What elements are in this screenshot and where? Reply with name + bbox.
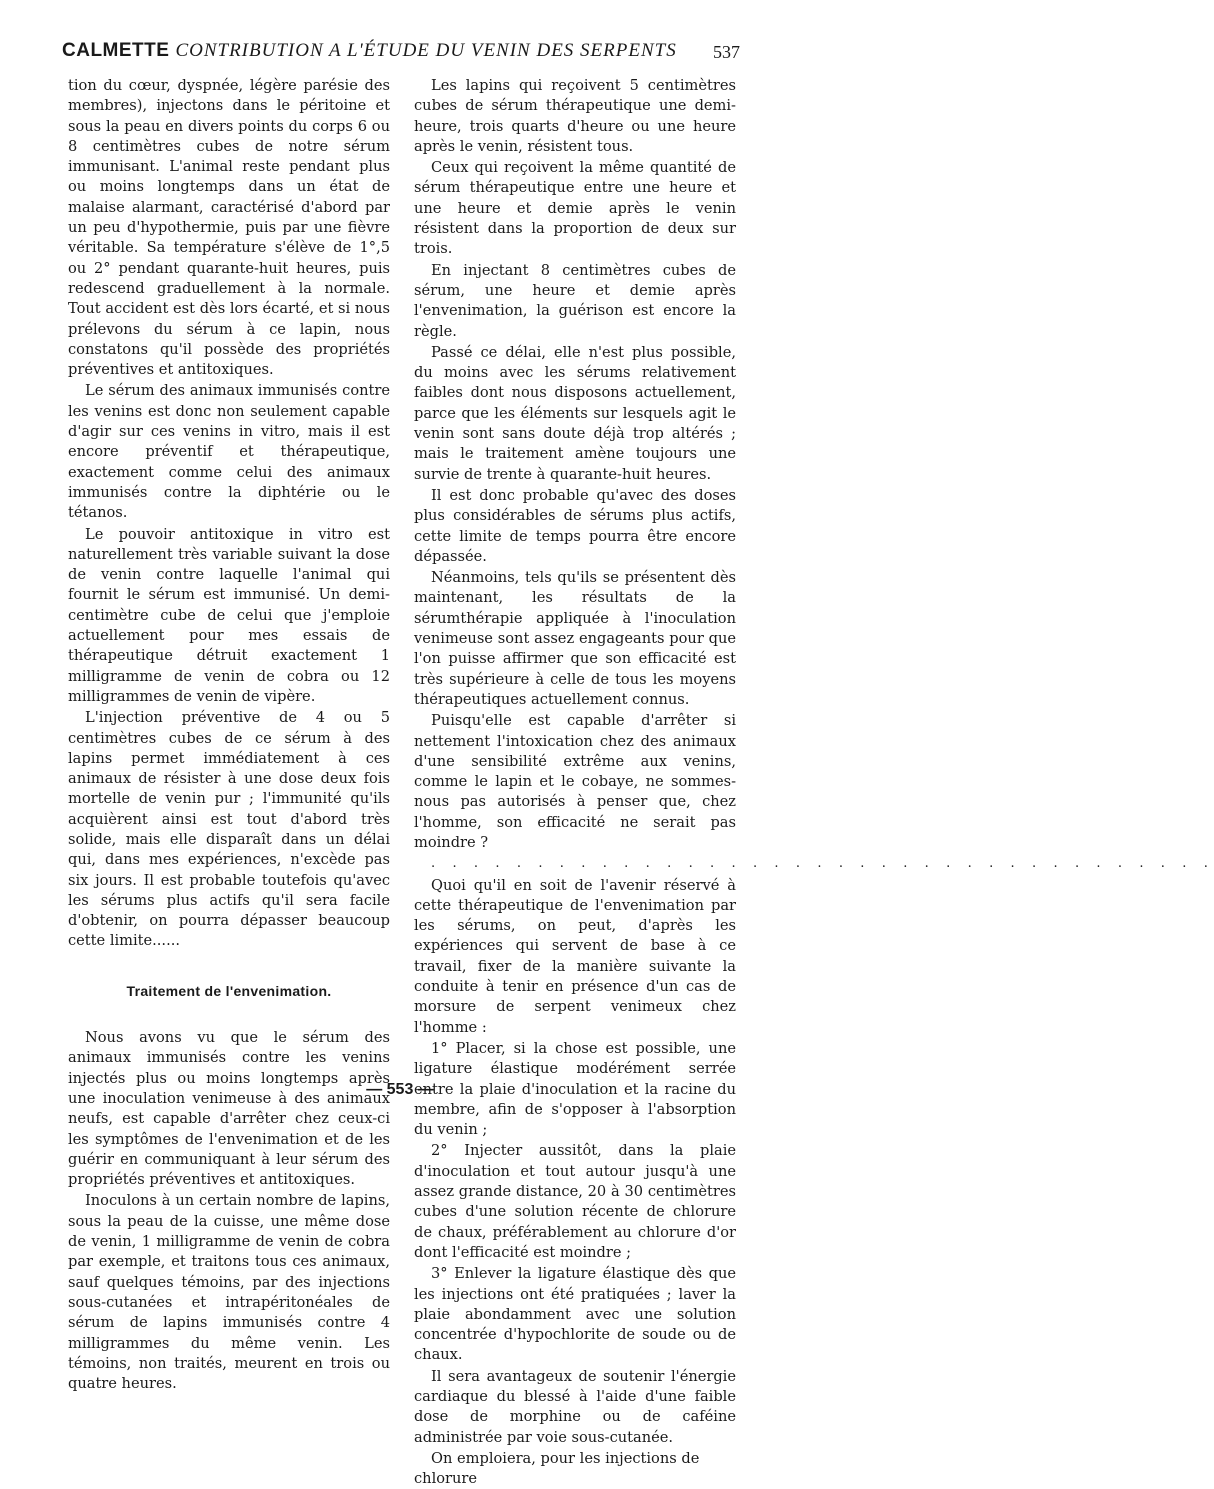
paragraph: Le pouvoir antitoxique in vitro est naturellement très variable suivant la dose de venin contre laquelle l'animal qui fournit le sérum est immunisé. Un demi-centimètre cube de celui que j'emploie actuellement pour mes essais de thérapeutique détruit exactement 1 milligramme de venin de cobra ou 12 milligrammes de venin de vipère. xyxy=(68,525,390,705)
paragraph: Le sérum des animaux immunisés contre les venins est donc non seulement capable d'agir sur ces venins in vitro, mais il est encore préventif et thérapeutique, exactement comme celui des animaux immunisés contre la diphtérie ou le tétanos. xyxy=(68,382,390,522)
paragraph: Il est donc probable qu'avec des doses plus considérables de sérums plus actifs, cette limite de temps pourra être encore dépassée. xyxy=(414,486,736,565)
header-title: CONTRIBUTION A L'ÉTUDE DU VENIN DES SERPENTS xyxy=(175,40,677,61)
header-page-number: 537 xyxy=(713,42,740,62)
paragraph: Il sera avantageux de soutenir l'énergie cardiaque du blessé à l'aide d'une faible dose de morphine ou de caféine administrée par voie sous-cutanée. xyxy=(414,1367,736,1446)
paragraph: Passé ce délai, elle n'est plus possible, du moins avec les sérums relativement faibles dont nous disposons actuellement, parce que les éléments sur lesquels agit le venin sont sans doute déjà trop altérés ; mais le traitement amène toujours une survie de trente à quarante-huit heures. xyxy=(414,343,736,483)
section-heading: Traitement de l'envenimation. xyxy=(126,982,332,999)
list-item: 1° Placer, si la chose est possible, une ligature élastique modérément serrée entre la plaie d'inoculation et la racine du membre, afin de s'opposer à l'absorption du venin ; xyxy=(414,1039,736,1139)
page-folio: — 553 — xyxy=(366,1081,434,1098)
paragraph: Nous avons vu que le sérum des animaux immunisés contre les venins injectés plus ou moins longtemps après une inoculation venimeuse à des animaux neufs, est capable d'arrêter chez ceux-ci les symptômes de l'envenimation et de les guérir en communiquant à leur sérum des propriétés préventives et antitoxiques. xyxy=(68,1029,390,1189)
paragraph: Inoculons à un certain nombre de lapins, sous la peau de la cuisse, une même dose de venin, 1 milligramme de venin de cobra par exemple, et traitons tous ces animaux, sauf quelques témoins, par des injections sous-cutanées et intrapéritonéales de sérum de lapins immunisés contre 4 milligrammes du même venin. Les témoins, non traités, meurent en trois ou quatre heures. xyxy=(68,1192,390,1393)
ellipsis-separator: . . . . . . . . . . . . . . . . . . . . . . . . . . . . . . . . . . . . . xyxy=(431,856,1214,872)
paragraph: On emploiera, pour les injections de chlorure xyxy=(414,1449,700,1488)
paragraph: tion du cœur, dyspnée, légère parésie des membres), injectons dans le péritoine et sous la peau en divers points du corps 6 ou 8 centimètres cubes de notre sérum immunisant. L'animal reste pendant plus ou moins longtemps dans un état de malaise alarmant, caractérisé d'abord par un peu d'hypothermie, puis par une fièvre véritable. Sa température s'élève de 1°,5 ou 2° pendant quarante-huit heures, puis redescend graduellement à la normale. Tout accident est dès lors écarté, et si nous prélevons du sérum à ce lapin, nous constatons qu'il possède des propriétés préventives et antitoxiques. xyxy=(68,77,390,379)
paragraph: Les lapins qui reçoivent 5 centimètres cubes de sérum thérapeutique une demi-heure, trois quarts d'heure ou une heure après le venin, résistent tous. xyxy=(414,77,736,155)
left-column xyxy=(68,76,390,1394)
paragraph: Puisqu'elle est capable d'arrêter si nettement l'intoxication chez des animaux d'une sensibilité extrême aux venins, comme le lapin et le cobaye, ne sommes-nous pas autorisés à penser que, chez l'homme, son efficacité ne serait pas moindre ? xyxy=(414,712,736,851)
paragraph: Quoi qu'il en soit de l'avenir réservé à cette thérapeutique de l'envenimation par les sérums, on peut, d'après les expériences qui servent de base à ce travail, fixer de la manière suivante la conduite à tenir en présence d'un cas de morsure de serpent venimeux chez l'homme : xyxy=(414,876,736,1036)
list-item: 3° Enlever la ligature élastique dès que les injections ont été pratiquées ; laver la plaie abondamment avec une solution concentrée d'hypochlorite de soude ou de chaux. xyxy=(414,1265,736,1364)
paragraph: En injectant 8 centimètres cubes de sérum, une heure et demie après l'envenimation, la guérison est encore la règle. xyxy=(414,261,736,340)
header-author: CALMETTE xyxy=(62,40,170,61)
list-item: 2° Injecter aussitôt, dans la plaie d'inoculation et tout autour jusqu'à une assez grande distance, 20 à 30 centimètres cubes d'une solution récente de chlorure de chaux, préférablement au chlorure d'or dont l'efficacité est moindre ; xyxy=(414,1142,736,1261)
paragraph: L'injection préventive de 4 ou 5 centimètres cubes de ce sérum à des lapins permet immédiatement à ces animaux de résister à une dose deux fois mortelle de venin pur ; l'immunité qu'ils acquièrent ainsi est tout d'abord très solide, mais elle disparaît dans un délai qui, dans mes expériences, n'excède pas six jours. Il est probable toutefois qu'avec les sérums plus actifs qu'il sera facile d'obtenir, on pourra dépasser beaucoup cette limite...... xyxy=(68,709,390,950)
paragraph: Ceux qui reçoivent la même quantité de sérum thérapeutique entre une heure et une heure et demie après le venin résistent dans la proportion de deux sur trois. xyxy=(414,159,736,258)
right-column xyxy=(414,76,1214,1489)
paragraph: Néanmoins, tels qu'ils se présentent dès maintenant, les résultats de la sérumthérapie appliquée à l'inoculation venimeuse sont assez engageants pour que l'on puisse affirmer que son efficacité est très supérieure à celle de tous les moyens thérapeutiques actuellement connus. xyxy=(414,569,736,708)
running-header xyxy=(62,40,742,70)
